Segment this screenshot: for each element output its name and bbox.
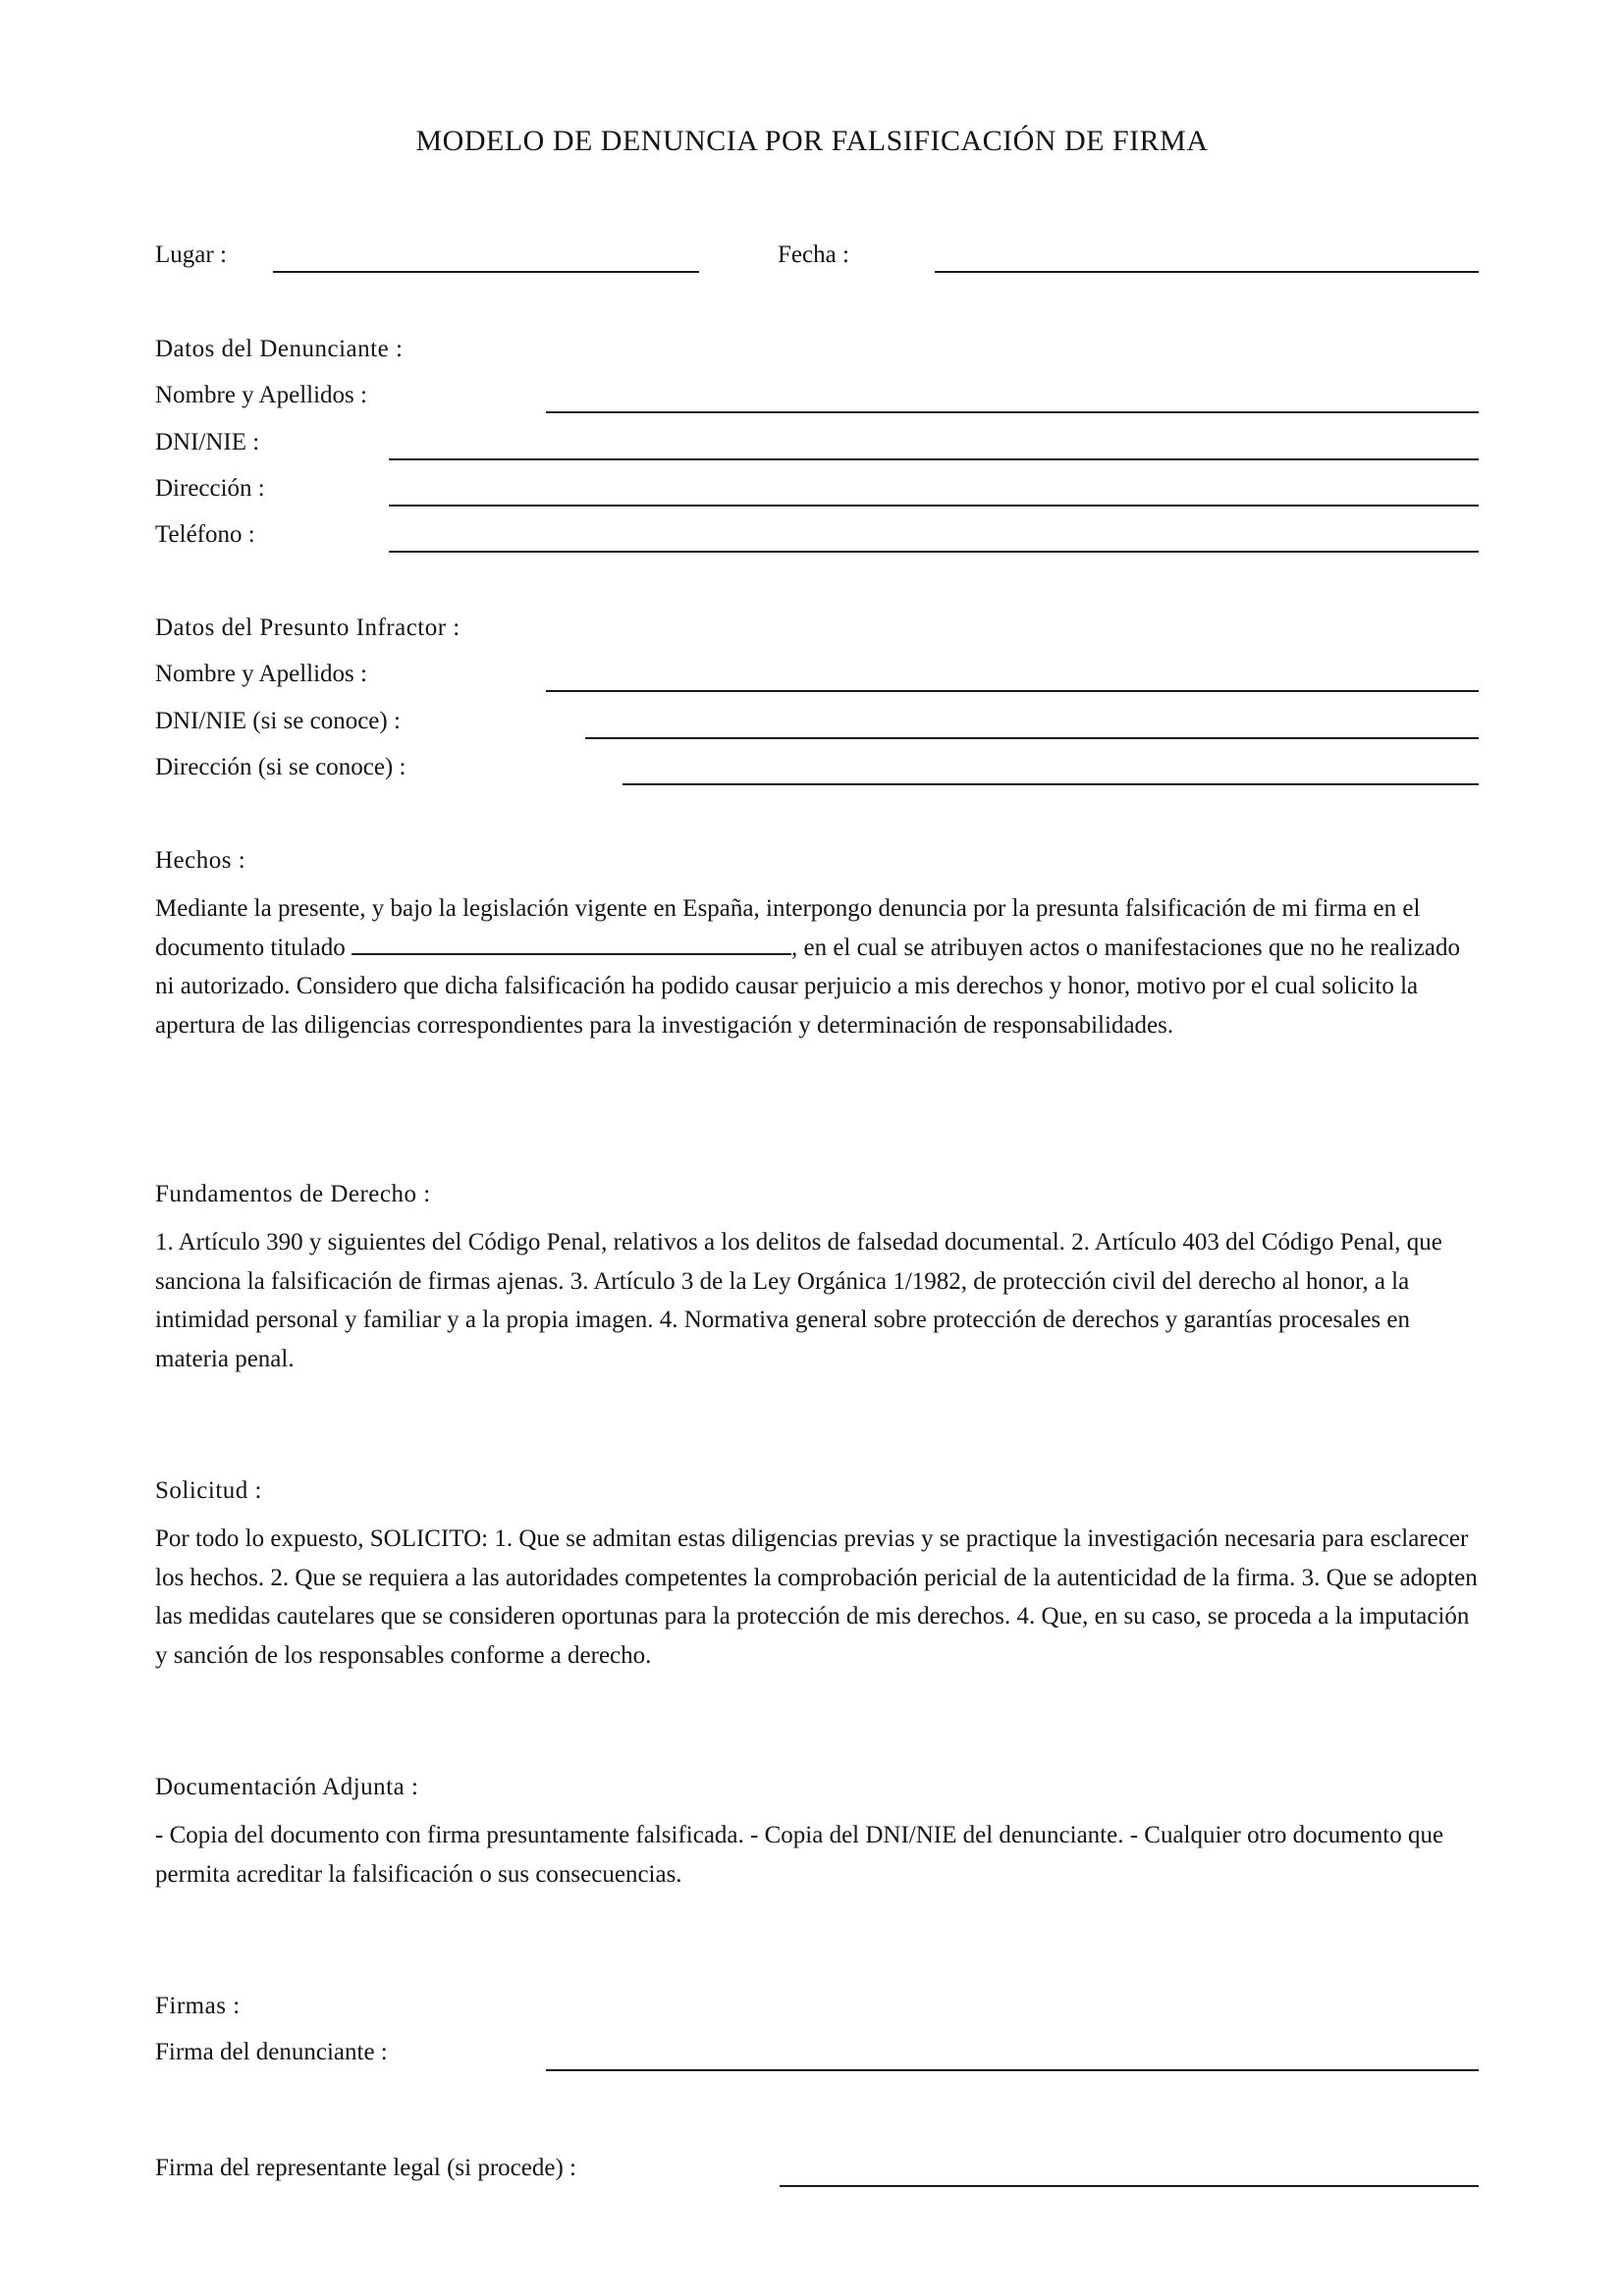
infractor-dni-field[interactable] xyxy=(585,737,1479,739)
firma-denunciante-label: Firma del denunciante : xyxy=(155,2039,388,2065)
lugar-label: Lugar : xyxy=(155,241,227,268)
denunciante-telefono-field[interactable] xyxy=(389,551,1479,553)
denunciante-heading: Datos del Denunciante : xyxy=(155,336,404,362)
denunciante-dni-field[interactable] xyxy=(389,458,1479,460)
firma-representante-label: Firma del representante legal (si procede) : xyxy=(155,2155,576,2181)
fecha-field[interactable] xyxy=(935,271,1479,273)
denunciante-dni-label: DNI/NIE : xyxy=(155,429,260,455)
hechos-paragraph xyxy=(155,889,1483,1044)
fundamentos-paragraph: 1. Artículo 390 y siguientes del Código Penal, relativos a los delitos de falsedad documental. 2. Artículo 403 del Código Penal, que sanciona la falsificación de firmas ajenas. 3. Artículo 3 de la Ley Orgánica 1/1982, de protección civil del derecho al honor, a la intimidad personal y familiar y a la propia imagen. 4. Normativa general sobre protección de derechos y garantías procesales en materia penal. xyxy=(155,1229,1442,1372)
documentacion-paragraph: - Copia del documento con firma presuntamente falsificada. - Copia del DNI/NIE del denunciante. - Cualquier otro documento que permita acreditar la falsificación o sus consecuencias. xyxy=(155,1822,1444,1888)
denunciante-direccion-field[interactable] xyxy=(389,505,1479,507)
firmas-heading: Firmas : xyxy=(155,1993,241,2019)
infractor-direccion-field[interactable] xyxy=(623,783,1479,785)
hechos-text-after: , en el cual se atribuyen actos o manifestaciones que no he realizado ni autorizado. Considero que dicha falsificación ha podido causar perjuicio a mis derechos y honor, motivo por el cual solicito la apertura de las diligencias correspondientes para la investigación y determinación de responsabilidades. xyxy=(155,934,1460,1039)
lugar-field[interactable] xyxy=(273,271,699,273)
fecha-label: Fecha : xyxy=(778,241,849,268)
hechos-text-before: Mediante la presente, y bajo la legislación vigente en España, interpongo denuncia por la presunta falsificación de mi firma en el documento titulado xyxy=(155,895,1421,961)
documentacion-heading: Documentación Adjunta : xyxy=(155,1774,419,1800)
firma-representante-field[interactable] xyxy=(780,2185,1479,2187)
hechos-heading: Hechos : xyxy=(155,847,246,874)
denunciante-nombre-label: Nombre y Apellidos : xyxy=(155,382,367,408)
documento-titulo-field[interactable] xyxy=(352,934,791,955)
infractor-nombre-label: Nombre y Apellidos : xyxy=(155,661,367,687)
infractor-nombre-field[interactable] xyxy=(546,690,1479,692)
firma-denunciante-field[interactable] xyxy=(546,2069,1479,2071)
fundamentos-heading: Fundamentos de Derecho : xyxy=(155,1181,431,1207)
document-title: MODELO DE DENUNCIA POR FALSIFICACIÓN DE FIRMA xyxy=(415,125,1209,157)
infractor-heading: Datos del Presunto Infractor : xyxy=(155,614,460,641)
infractor-dni-label: DNI/NIE (si se conoce) : xyxy=(155,708,401,734)
infractor-direccion-label: Dirección (si se conoce) : xyxy=(155,754,406,780)
solicitud-heading: Solicitud : xyxy=(155,1477,262,1504)
solicitud-paragraph: Por todo lo expuesto, SOLICITO: 1. Que se admitan estas diligencias previas y se practique la investigación necesaria para esclarecer los hechos. 2. Que se requiera a las autoridades competentes la comprobación pericial de la autenticidad de la firma. 3. Que se adopten las medidas cautelares que se consideren oportunas para la protección de mis derechos. 4. Que, en su caso, se proceda a la imputación y sanción de los responsables conforme a derecho. xyxy=(155,1525,1478,1669)
denunciante-direccion-label: Dirección : xyxy=(155,475,265,502)
denunciante-telefono-label: Teléfono : xyxy=(155,521,255,548)
denunciante-nombre-field[interactable] xyxy=(546,411,1479,413)
